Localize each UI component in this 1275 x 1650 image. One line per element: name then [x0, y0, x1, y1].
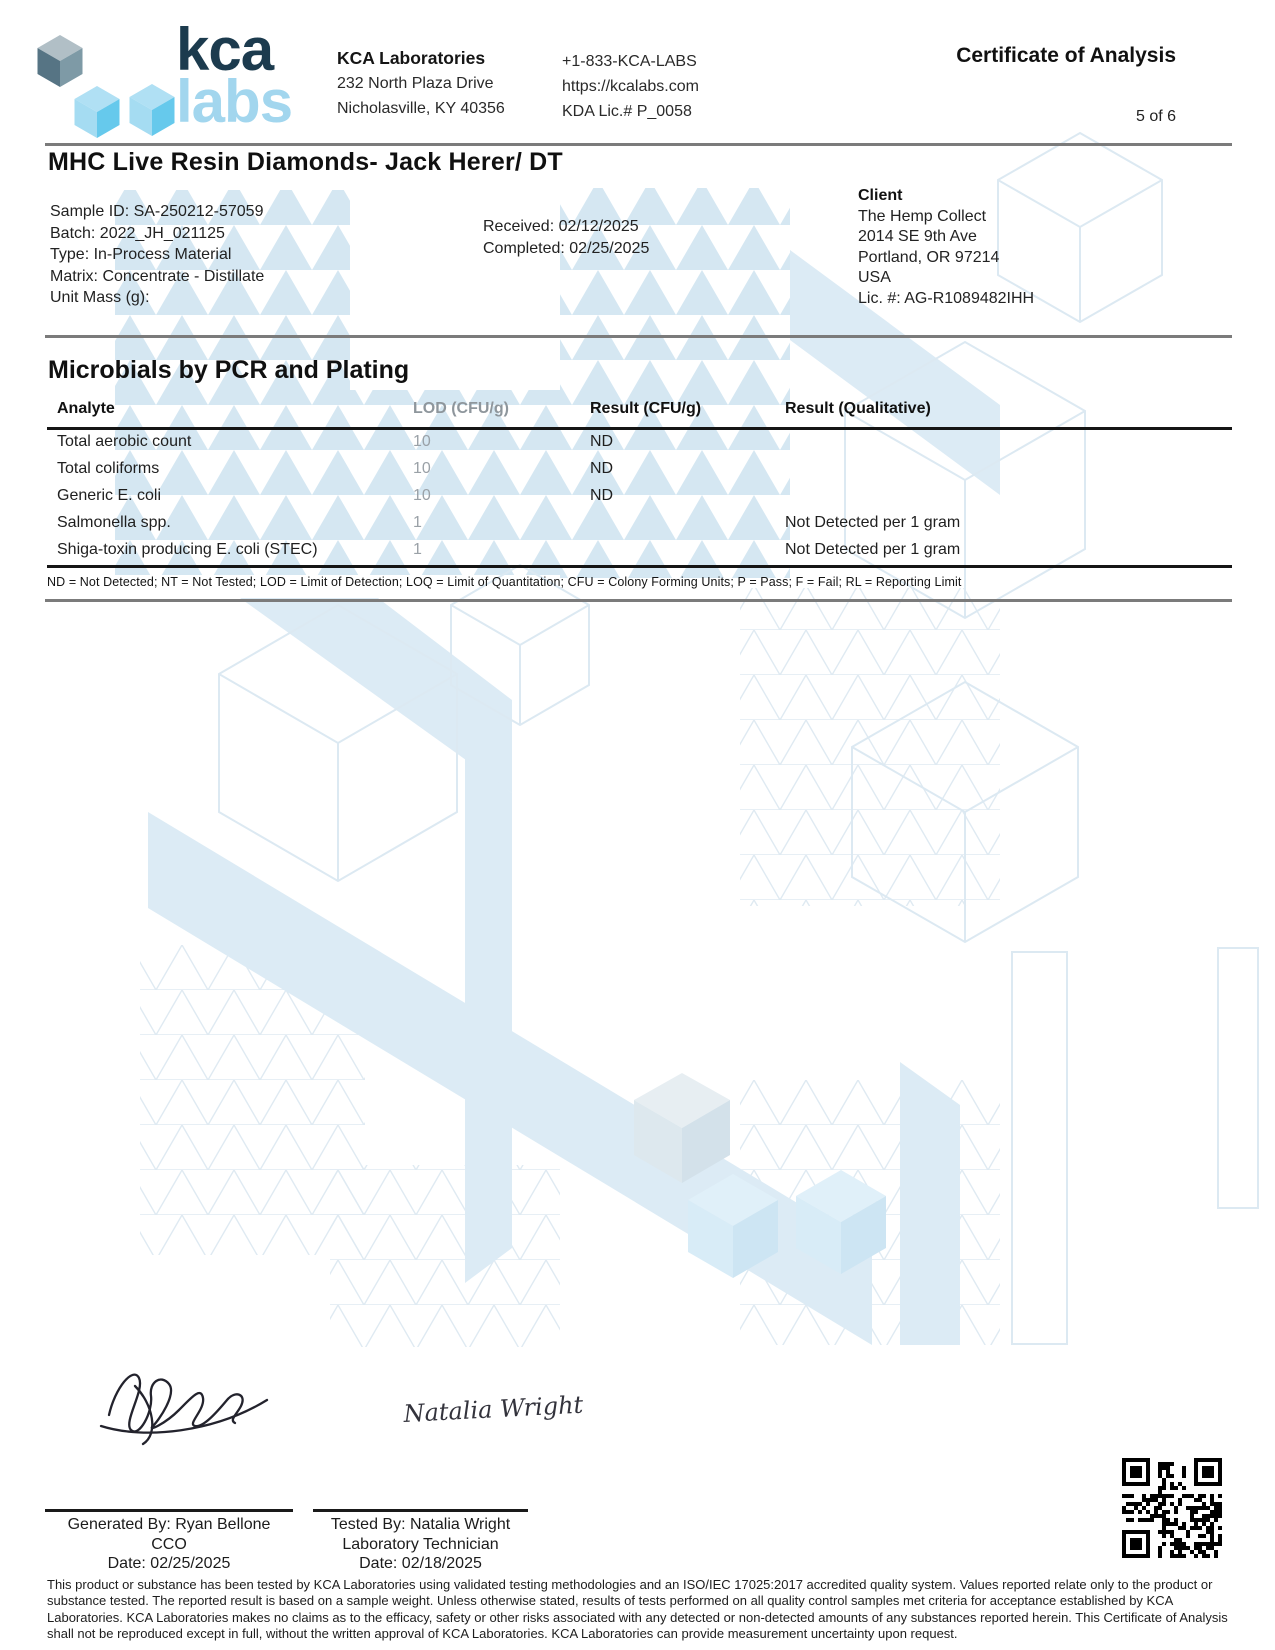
product-title: MHC Live Resin Diamonds- Jack Herer/ DT [48, 148, 563, 176]
lod-cell: 10 [413, 433, 431, 450]
lab-address-line2: Nicholasville, KY 40356 [337, 100, 505, 117]
table-row [47, 433, 1232, 460]
generated-date: Date: 02/25/2025 [107, 1555, 231, 1572]
dates-block [483, 216, 649, 259]
tested-title: Laboratory Technician [342, 1535, 499, 1553]
natalia-wright-signature [400, 1390, 610, 1440]
generated-by-block [45, 1515, 293, 1574]
tested-by-block [313, 1515, 528, 1574]
header-divider [45, 143, 1232, 146]
sample-id: Sample ID: SA-250212-57059 [50, 203, 264, 220]
result-qual-cell: Not Detected per 1 gram [785, 514, 961, 531]
col-analyte: Analyte [57, 400, 115, 417]
result-cfu-cell: ND [590, 433, 614, 450]
table-header-row [47, 400, 1232, 427]
sample-matrix: Matrix: Concentrate - Distillate [50, 267, 265, 285]
lab-contact-block [562, 49, 699, 124]
natalia-signature-text: Natalia Wright [402, 1390, 584, 1428]
lab-license: KDA Lic.# P_0058 [562, 103, 692, 120]
page-indicator: 5 of 6 [1135, 108, 1176, 125]
tested-by: Tested By: Natalia Wright [330, 1516, 511, 1533]
tested-signature-line [313, 1509, 528, 1512]
sample-info-block [50, 201, 264, 309]
result-cfu-cell: ND [590, 487, 614, 504]
analyte-cell: Shiga-toxin producing E. coli (STEC) [57, 541, 318, 558]
col-result-cfu: Result (CFU/g) [590, 400, 702, 417]
ryan-bellone-signature [95, 1360, 280, 1450]
col-lod: LOD (CFU/g) [413, 400, 509, 417]
client-block [858, 186, 1034, 309]
lod-cell: 1 [413, 541, 422, 558]
lab-phone: +1-833-KCA-LABS [562, 53, 697, 70]
table-row [47, 460, 1232, 487]
client-license: Lic. #: AG-R1089482IHH [858, 289, 1035, 307]
generated-signature-line [45, 1509, 293, 1512]
client-country: USA [858, 269, 891, 286]
section-title-microbials: Microbials by PCR and Plating [48, 356, 410, 384]
table-row [47, 541, 1232, 568]
col-result-qual: Result (Qualitative) [785, 400, 931, 417]
generated-title: CCO [151, 1535, 187, 1553]
received-date: Received: 02/12/2025 [483, 218, 639, 235]
lab-website: https://kcalabs.com [562, 78, 699, 95]
result-qual-cell: Not Detected per 1 gram [785, 541, 961, 558]
kca-cubes-logo-icon [33, 35, 183, 141]
table-header-rule [47, 427, 1232, 430]
lod-cell: 1 [413, 514, 422, 531]
client-heading: Client [858, 187, 903, 204]
tested-date: Date: 02/18/2025 [359, 1555, 482, 1572]
sample-type: Type: In-Process Material [50, 246, 232, 263]
logo-wordmark-labs: labs [176, 68, 293, 135]
lab-address-line1: 232 North Plaza Drive [337, 75, 494, 92]
document-title: Certificate of Analysis [956, 44, 1176, 67]
analyte-cell: Salmonella spp. [57, 514, 171, 531]
lod-cell: 10 [413, 487, 431, 504]
section-divider [45, 335, 1232, 338]
logo-wordmark-kca: kca [176, 16, 274, 83]
table-bottom-rule [47, 565, 1232, 568]
client-address1: 2014 SE 9th Ave [858, 228, 977, 245]
client-address2: Portland, OR 97214 [858, 248, 1000, 266]
analyte-cell: Total coliforms [57, 460, 160, 477]
logo-wordmark [176, 16, 293, 135]
sample-batch: Batch: 2022_JH_021125 [50, 224, 225, 242]
analyte-cell: Generic E. coli [57, 487, 162, 504]
completed-date: Completed: 02/25/2025 [483, 239, 650, 257]
qr-code [1122, 1458, 1222, 1558]
lod-cell: 10 [413, 460, 431, 477]
lab-address-block [337, 46, 505, 121]
lab-name: KCA Laboratories [337, 48, 486, 68]
results-divider [45, 599, 1232, 602]
client-name: The Hemp Collect [858, 207, 987, 225]
sample-unit-mass: Unit Mass (g): [50, 289, 150, 306]
table-footnote: ND = Not Detected; NT = Not Tested; LOD = Limit of Detection; LOQ = Limit of Quantitation; CFU = Colony Forming Units; P = Pass; F = Fail; RL = Reporting Limit [47, 575, 962, 589]
table-row [47, 514, 1232, 541]
analyte-cell: Total aerobic count [57, 433, 192, 450]
table-row [47, 487, 1232, 514]
legal-disclaimer: This product or substance has been tested by KCA Laboratories using validated testing methodologies and an ISO/IEC 17025:2017 accredited quality system. Values reported relate only to the product or substance tested. The reported result is based on a sample weight. Unless otherwise stated, results of tests performed on all quality control samples met criteria for acceptance established by KCA Laboratories. KCA Laboratories makes no claims as to the efficacy, safety or other risks associated with any detected or non-detected amounts of any substances reported herein. This Certificate of Analysis shall not be reproduced except in full, without the written approval of KCA Laboratories. KCA Laboratories can provide measurement uncertainty upon request. [47, 1577, 1228, 1642]
result-cfu-cell: ND [590, 460, 614, 477]
generated-by: Generated By: Ryan Bellone [67, 1516, 271, 1533]
